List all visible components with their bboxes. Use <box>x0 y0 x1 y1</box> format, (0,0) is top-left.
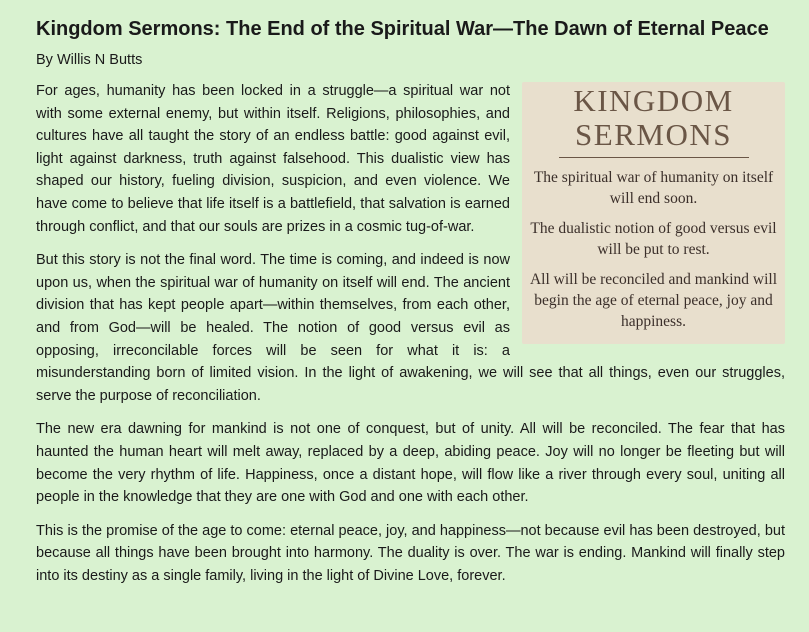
paragraph-2: But this story is not the final word. The time is coming, and indeed is now upon us, when the spiritual war of humanity on itself will end. The ancient division that has kept people apart—within themselves, from each other, and from God—will be healed. The notion of good versus evil as opposing, irreconcilable forces will be seen for what it is: a misunderstanding born of limited vision. In the light of awakening, we will see that all things, even our struggles, serve the purpose of reconciliation. <box>36 252 785 404</box>
image-divider <box>559 157 749 158</box>
image-text-3: All will be reconciled and mankind will begin the age of eternal peace, joy and happiness. <box>529 271 778 330</box>
document-title: Kingdom Sermons: The End of the Spiritual War—The Dawn of Eternal Peace <box>36 18 769 40</box>
image-text-1: The spiritual war of humanity on itself will end soon. <box>533 169 774 207</box>
paragraph-3: The new era dawning for mankind is not one of conquest, but of unity. All will be reconciled. The fear that has haunted the human heart will melt away, replaced by a deep, abiding peace. Joy will no longer be fleeting but will become the very rhythm of life. Happiness, once a distant hope, will flow like a river through every soul, uniting all people in the knowledge that they are one with God and one with each other. <box>36 421 785 506</box>
document-page <box>36 14 785 598</box>
kingdom-sermons-image <box>522 82 785 344</box>
author-byline: By Willis N Butts <box>36 52 143 68</box>
paragraph-1: For ages, humanity has been locked in a struggle—a spiritual war not with some external enemy, but within itself. Religions, philosophies, and cultures have all taught the story of an endless battle: good against evil, light against darkness, truth against falsehood. This dualistic view has shaped our history, fueling division, suspicion, and even violence. We have come to believe that life itself is a battlefield, that salvation is earned through conflict, and that our souls are prizes in a cosmic tug-of-war. <box>36 83 510 235</box>
image-text-2: The dualistic notion of good versus evil will be put to rest. <box>530 220 777 258</box>
image-title-line-1: KINGDOM <box>573 83 734 118</box>
paragraph-4: This is the promise of the age to come: eternal peace, joy, and happiness—not because evil has been destroyed, but because all things have been brought into harmony. The duality is over. The war is ending. Mankind will finally step into its destiny as a single family, living in the light of Divine Love, forever. <box>36 522 785 584</box>
image-title-line-2: SERMONS <box>575 117 732 152</box>
